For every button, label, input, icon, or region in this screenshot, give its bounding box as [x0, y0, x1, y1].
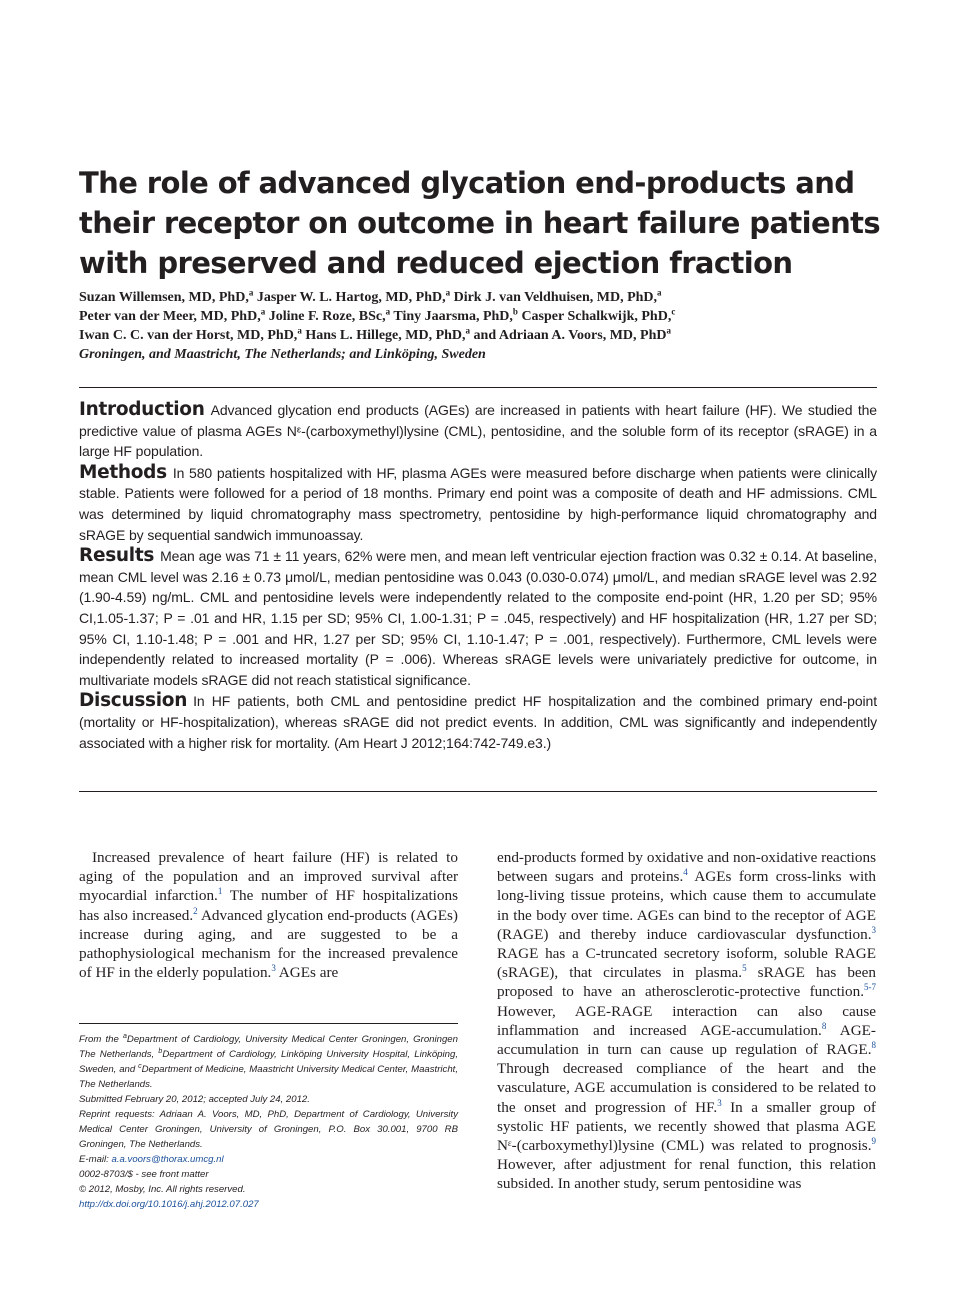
affiliation-summary: Groningen, and Maastricht, The Netherlands; and Linköping, Sweden — [79, 347, 486, 362]
affiliation-mark: c — [138, 1062, 142, 1070]
issn-note: 0002-8703/$ - see front matter — [79, 1169, 209, 1180]
abstract-heading: Methods — [79, 461, 167, 483]
citation-ref[interactable]: 5 — [742, 963, 747, 974]
body-text: In a smaller group of systolic HF patients, we recently showed that plasma AGE Nᵋ-(carboxymethyl)lysine (CML) was related to prognosis. — [497, 1098, 876, 1155]
abstract-text: Advanced glycation end products (AGEs) are increased in patients with heart failure (HF). We studied the predictive value of plasma AGEs Nᵋ-(carboxymethyl)lysine (CML), pentosidine, and the soluble form of its receptor (sRAGE) in a large HF population. — [79, 402, 877, 460]
affiliation-mark: b — [512, 306, 518, 317]
author-name: Tiny Jaarsma, PhD, — [393, 309, 513, 324]
email-label: E-mail: — [79, 1154, 112, 1165]
author-name: Jasper W. L. Hartog, MD, PhD, — [256, 290, 446, 305]
body-text: AGEs are — [275, 964, 339, 982]
email-note — [79, 1152, 458, 1167]
structured-abstract — [79, 400, 877, 754]
citation-ref[interactable]: 8 — [871, 1039, 876, 1050]
body-text: sRAGE has been proposed to have an atherosclerotic-protective function. — [497, 964, 876, 1001]
copyright-note: © 2012, Mosby, Inc. All rights reserved. — [79, 1184, 246, 1195]
author-name: Peter van der Meer, MD, PhD, — [79, 309, 261, 324]
author-name: and Adriaan A. Voors, MD, PhD — [473, 328, 667, 343]
submitted-note: Submitted February 20, 2012; accepted July 24, 2012. — [79, 1094, 310, 1105]
citation-ref[interactable]: 4 — [683, 867, 688, 878]
citation-ref[interactable]: 8 — [821, 1020, 827, 1031]
article-title: The role of advanced glycation end-products and their receptor on outcome in heart failure patients with preserved and reduced ejection fraction — [79, 166, 881, 280]
abstract-methods — [79, 463, 877, 545]
abstract-text: In HF patients, both CML and pentosidine predict HF hospitalization and the combined primary end-point (mortality or HF-hospitalization), whereas sRAGE did not predict events. In addition, CML was significantly and independently associated with a higher risk for mortality. (Am Heart J 2012;164:742-749.e3.) — [79, 693, 877, 751]
author-name: Joline F. Roze, BSc, — [268, 309, 386, 324]
citation-ref[interactable]: 2 — [193, 905, 198, 916]
body-text: Increased prevalence of heart failure (HF) is related to aging of the population and an improved survival after myocardial infarction. — [79, 849, 458, 905]
affiliation-mark: c — [671, 306, 676, 317]
citation-ref[interactable]: 3 — [871, 924, 876, 935]
affiliation-mark: a — [445, 287, 451, 298]
footnote-text: Department of Cardiology, University Medical Center Groningen, Groningen The Netherlands, — [79, 1034, 458, 1060]
affiliation-mark: a — [248, 287, 254, 298]
body-paragraph — [497, 848, 876, 1194]
body-text: Advanced glycation end-products (AGEs) increase during aging, and are suggested to be a pathophysiological mechanism for the increased prevalence of HF in the elderly population. — [79, 906, 458, 982]
footnote-text: Department of Cardiology, Linköping University Hospital, Linköping, Sweden, and — [79, 1049, 458, 1075]
abstract-heading: Discussion — [79, 690, 188, 712]
citation-ref[interactable]: 9 — [871, 1135, 876, 1146]
doi-link[interactable]: http://dx.doi.org/10.1016/j.ahj.2012.07.027 — [79, 1199, 259, 1210]
author-name: Suzan Willemsen, MD, PhD, — [79, 290, 249, 305]
author-list — [79, 288, 899, 364]
author-name: Casper Schalkwijk, PhD, — [521, 309, 672, 324]
footnote-text: From the — [79, 1034, 123, 1045]
body-paragraph — [79, 848, 458, 982]
abstract-heading: Results — [79, 545, 155, 567]
abstract-text: In 580 patients hospitalized with HF, plasma AGEs were measured before discharge when patients were clinically stable. Patients were followed for a period of 18 months. Primary end point was a composite of death and HF admissions. CML was determined by liquid chromatography mass spectrometry, pentosidine by high-performance liquid chromatography and sRAGE by sequential sandwich immunoassay. — [79, 464, 877, 543]
abstract-discussion — [79, 691, 877, 753]
abstract-heading: Introduction — [79, 399, 205, 420]
abstract-bottom-rule — [79, 791, 877, 792]
footnote-text: Department of Medicine, Maastricht University Medical Center, Maastricht, The Netherlands. — [79, 1064, 458, 1090]
affiliation-mark: b — [158, 1047, 163, 1055]
body-text: end-products formed by oxidative and non-oxidative reactions between sugars and proteins. — [497, 849, 876, 886]
citation-ref[interactable]: 5-7 — [864, 982, 876, 993]
body-text: However, AGE-RAGE interaction can also cause inflammation and increased AGE-accumulation. — [497, 1002, 876, 1039]
body-text: The number of HF hospitalizations has also increased. — [79, 887, 458, 924]
reprint-note: Reprint requests: Adriaan A. Voors, MD, PhD, Department of Cardiology, University Medical Center Groningen, University of Groningen, P.O. Box 30.001, 9700 RB Groningen, The Netherlands. — [79, 1109, 458, 1150]
footnote-rule — [79, 1023, 458, 1024]
author-name: Dirk J. van Veldhuisen, MD, PhD, — [453, 290, 658, 305]
author-line — [79, 326, 899, 345]
body-text: However, after adjustment for renal function, this relation subsided. In another study, serum pentosidine was — [497, 1156, 876, 1193]
author-line — [79, 288, 899, 307]
abstract-text: Mean age was 71 ± 11 years, 62% were men, and mean left ventricular ejection fraction was 0.32 ± 0.14. At baseline, mean CML level was 2.16 ± 0.73 μmol/L, median pentosidine was 0.043 (0.030-0.074) μmol/L, and median sRAGE level was 2.92 (1.90-4.59) ng/mL. CML and pentosidine levels were independently related to the composite end-point (HR, 1.20 per SD; 95% CI,1.05-1.37; P = .01 and HR, 1.15 per SD; 95% CI, 1.00-1.31; P = .045, respectively) and HF hospitalization (HR, 1.27 per SD; 95% CI, 1.10-1.48; P = .001 and HR, 1.27 per SD; 95% CI, 1.10-1.47; P = .001, respectively). Furthermore, CML levels were independently related to increased mortality (P = .006). Whereas sRAGE levels were univariately predictive for outcome, in multivariate models sRAGE did not reach statistical significance. — [79, 548, 877, 688]
affiliation-mark: a — [297, 325, 302, 336]
abstract-introduction — [79, 400, 877, 462]
body-text: AGE-accumulation in turn can cause up regulation of RAGE. — [497, 1021, 876, 1059]
affiliation-mark: a — [465, 325, 471, 336]
body-text: RAGE has a C-truncated secretory isoform, soluble RAGE (sRAGE), that circulates in plasma. — [497, 945, 876, 982]
affiliation-mark: a — [122, 1032, 127, 1040]
abstract-top-rule — [79, 387, 877, 388]
affiliation-mark: a — [260, 306, 266, 317]
footnotes — [79, 1032, 458, 1212]
affiliation-mark: a — [657, 287, 662, 298]
author-name: Iwan C. C. van der Horst, MD, PhD, — [79, 328, 298, 343]
body-text: AGEs form cross-links with long-living tissue proteins, which cause them to accumulate in the body over time. AGEs can bind to the receptor of AGE (RAGE) and thereby induce cardiovascular dysfunction. — [497, 868, 876, 943]
author-name: Hans L. Hillege, MD, PhD, — [305, 328, 466, 343]
author-line — [79, 307, 899, 326]
abstract-results — [79, 546, 877, 690]
citation-ref[interactable]: 1 — [217, 886, 223, 897]
email-link[interactable]: a.a.voors@thorax.umcg.nl — [111, 1154, 224, 1165]
citation-ref[interactable]: 3 — [717, 1097, 722, 1108]
affiliation-mark: a — [385, 306, 391, 317]
body-column-left — [79, 848, 458, 982]
affiliation-mark: a — [666, 325, 671, 336]
affiliations-footnote — [79, 1032, 458, 1092]
body-column-right — [497, 848, 876, 1194]
body-text: Through decreased compliance of the heart and the vasculature, AGE accumulation is considered to be related to the onset and progression of HF. — [497, 1060, 876, 1116]
citation-ref[interactable]: 3 — [271, 963, 276, 974]
